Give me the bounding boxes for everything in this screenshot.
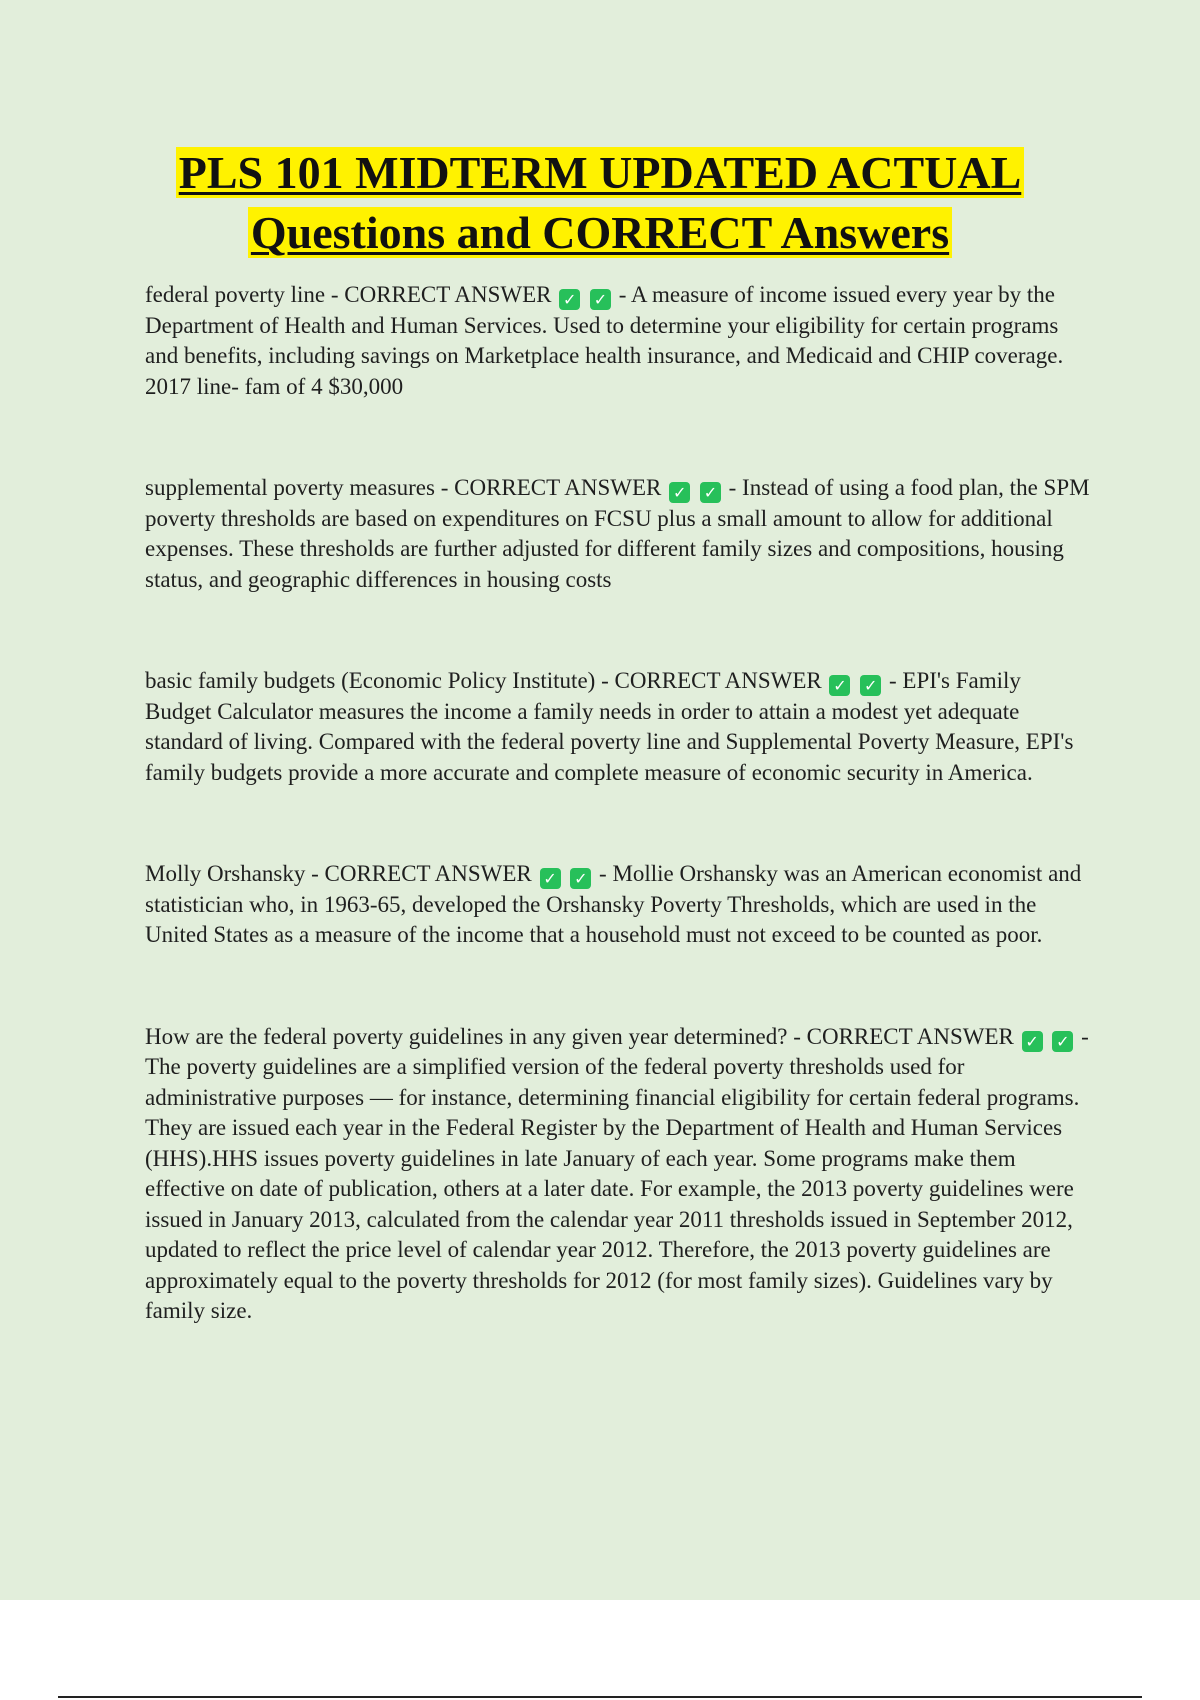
title-line-2: Questions and CORRECT Answers [248,207,952,258]
title-line-1: PLS 101 MIDTERM UPDATED ACTUAL [176,147,1025,198]
qa-entry [145,666,1090,788]
check-mark-icon: ✓ [590,289,611,310]
check-mark-icon: ✓ [860,675,881,696]
check-mark-icon: ✓ [829,675,850,696]
check-mark-icon: ✓ [570,868,591,889]
check-mark-icon: ✓ [559,289,580,310]
entry-definition: - EPI's Family Budget Calculator measures the income a family needs in order to attain a modest yet adequate standard of living. Compared with the federal poverty line and Supplemental Poverty Measure, EPI's family budgets provide a more accurate and complete measure of economic security in America. [145,668,1074,785]
entry-term: How are the federal poverty guidelines in any given year determined? - CORRECT ANSWER [145,1023,1014,1049]
check-mark-icon: ✓ [700,482,721,503]
entry-definition: - Instead of using a food plan, the SPM poverty thresholds are based on expenditures on FCSU plus a small amount to allow for additional expenses. These thresholds are further adjusted for different family sizes and compositions, housing status, and geographic differences in housing costs [145,475,1090,592]
entry-term: basic family budgets (Economic Policy Institute) - CORRECT ANSWER [145,668,822,693]
qa-entry [145,859,1090,951]
entry-definition: - Mollie Orshansky was an American economist and statistician who, in 1963-65, developed the Orshansky Poverty Thresholds, which are used in the United States as a measure of the income that a household must not exceed to be counted as poor. [145,861,1082,947]
entry-definition: - The poverty guidelines are a simplified version of the federal poverty thresholds used for administrative purposes — for instance, determining financial eligibility for certain federal programs. They are issued each year in the Federal Register by the Department of Health and Human Services (HHS).HHS issues poverty guidelines in late January of each year. Some programs make them effective on date of publication, others at a later date. For example, the 2013 poverty guidelines were issued in January 2013, calculated from the calendar year 2011 thresholds issued in September 2012, updated to reflect the price level of calendar year 2012. Therefore, the 2013 poverty guidelines are approximately equal to the poverty thresholds for 2012 (for most family sizes). Guidelines vary by family size. [145,1023,1089,1323]
qa-entry [145,1022,1090,1327]
entry-term: federal poverty line - CORRECT ANSWER [145,282,552,307]
entry-term: supplemental poverty measures - CORRECT ANSWER [145,475,662,500]
qa-entry [145,280,1090,402]
qa-entries [145,280,1090,1327]
check-mark-icon: ✓ [540,868,561,889]
check-mark-icon: ✓ [1022,1031,1043,1052]
entry-term: Molly Orshansky - CORRECT ANSWER [145,861,532,886]
document-title [0,143,1200,263]
check-mark-icon: ✓ [669,482,690,503]
entry-definition: - A measure of income issued every year by the Department of Health and Human Services. Used to determine your eligibility for certain programs and benefits, including savings on Marketplace health insurance, and Medicaid and CHIP coverage. 2017 line- fam of 4 $30,000 [145,282,1064,399]
footer-divider [58,1696,1142,1698]
check-mark-icon: ✓ [1052,1031,1073,1052]
qa-entry [145,473,1090,595]
